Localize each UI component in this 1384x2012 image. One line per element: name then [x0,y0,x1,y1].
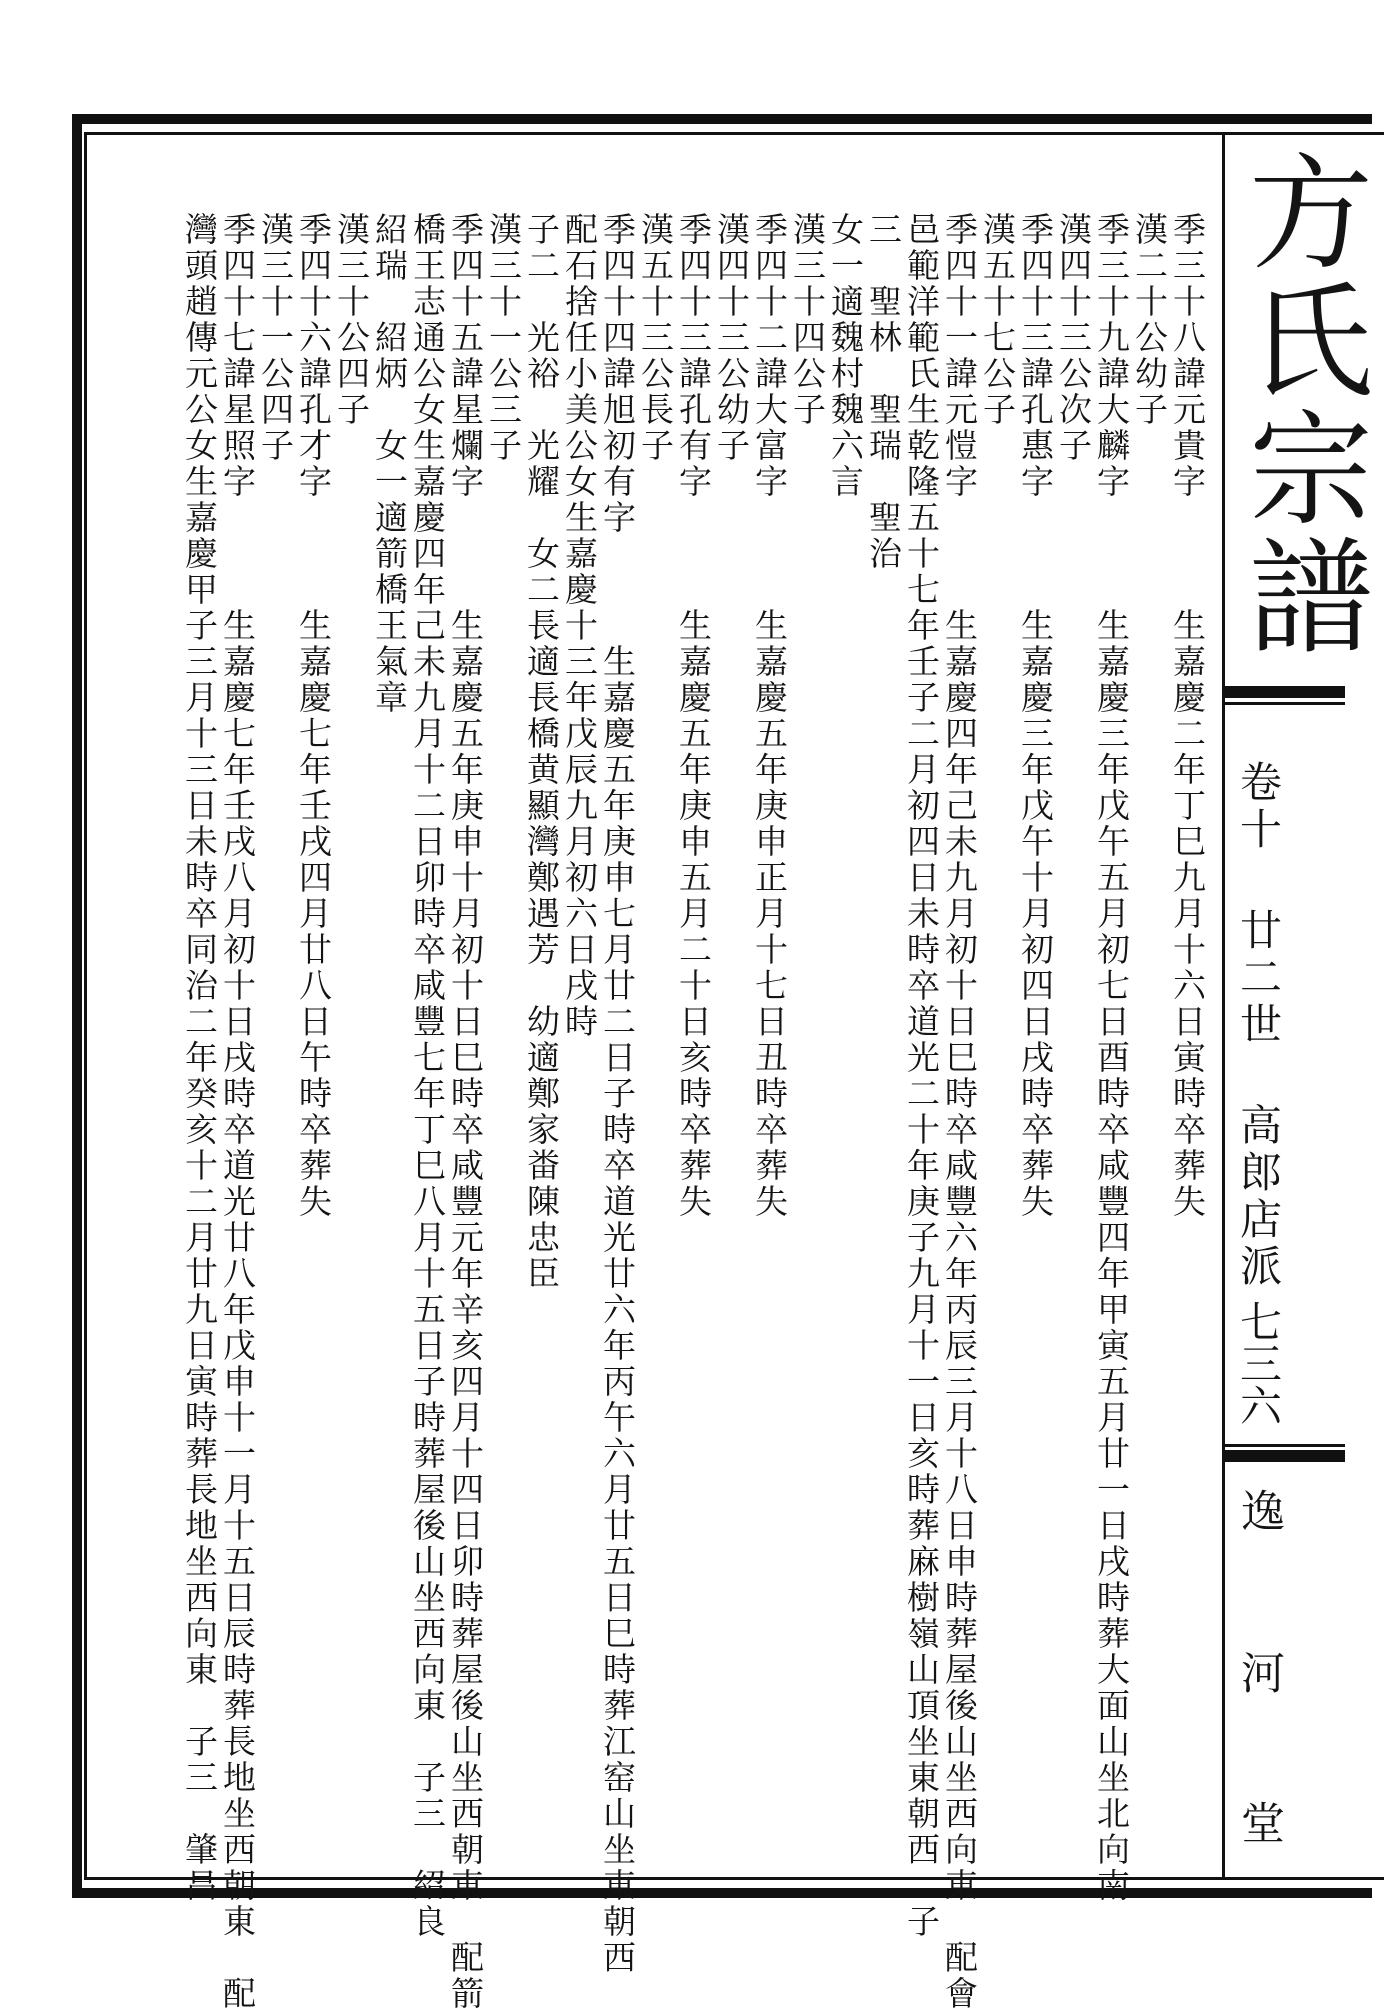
genealogy-column: 漢三十一公三子 [484,212,523,464]
genealogy-column: 季四十二諱大富字 生嘉慶五年庚申正月十七日丑時卒葬失 [750,212,789,1220]
genealogy-column: 女一適魏村魏六言 [826,212,865,500]
genealogy-column: 三 聖林 聖瑞 聖治 [864,212,903,572]
hall-char-3: 堂 [1233,1800,1284,1844]
genealogy-column: 季三十八諱元貴字 生嘉慶二年丁巳九月十六日寅時卒葬失 [1168,212,1207,1220]
spine-divider [1222,132,1225,1880]
genealogy-column: 季四十七諱星照字 生嘉慶七年壬戌八月初十日戌時卒道光廿八年戊申十一月十五日辰時葬長地坐西朝東 配 [218,212,257,2012]
genealogy-column: 配石捨任小美公女生嘉慶十三年戊辰九月初六日戌時 [560,212,599,1040]
genealogy-column: 季三十九諱大麟字 生嘉慶三年戊午五月初七日酉時卒咸豐四年甲寅五月廿一日戌時葬大面山坐北向南 [1092,212,1131,1904]
genealogy-column: 漢五十三公長子 [636,212,675,464]
genealogy-column: 季四十六諱孔才字 生嘉慶七年壬戌四月廿八日午時卒葬失 [294,212,333,1220]
genealogy-column: 漢五十七公子 [978,212,1017,428]
genealogy-column: 季四十三諱孔惠字 生嘉慶三年戊午十月初四日戌時卒葬失 [1016,212,1055,1220]
spine-band-top [1225,686,1345,698]
genealogy-column: 季四十四諱旭初有字 生嘉慶五年庚申七月廿二日子時卒道光廿六年丙午六月廿五日巳時葬江窑山坐東朝西 [598,212,637,1976]
genealogy-column: 邑範洋範氏生乾隆五十七年壬子二月初四日未時卒道光二十年庚子九月十一日亥時葬麻樹嶺山頂坐東朝西 子 [902,212,941,1940]
spine-band-bottom [1225,1450,1345,1462]
genealogy-column: 灣頭趙傳元公女生嘉慶甲子三月十三日未時卒同治二年癸亥十二月廿九日寅時葬長地坐西向東 子三 肇昌 [180,212,219,1904]
hall-char-2: 河 [1233,1650,1284,1694]
hall-char-1: 逸 [1233,1488,1284,1532]
genealogy-column: 季四十五諱星爛字 生嘉慶五年庚申十月初十日巳時卒咸豐元年辛亥四月十四日卯時葬屋後山坐西朝東 配箭 [446,212,485,2012]
genealogy-column: 漢三十一公四子 [256,212,295,464]
genealogy-column: 漢四十三公幼子 [712,212,751,464]
genealogy-column: 季四十三諱孔有字 生嘉慶五年庚申五月二十日亥時卒葬失 [674,212,713,1220]
page-number: 七三六 [1234,1300,1283,1426]
book-title: 方氏宗譜 [1228,148,1372,660]
genealogy-column: 橋王志通公女生嘉慶四年己未九月十二日卯時卒咸豐七年丁巳八月十五日子時葬屋後山坐西向東 子三 紹良 [408,212,447,1940]
spine-band-top-thin [1225,702,1345,705]
genealogy-column: 漢三十四公子 [788,212,827,428]
genealogy-column: 季四十一諱元愷字 生嘉慶四年己未九月初十日巳時卒咸豐六年丙辰三月十八日申時葬屋後山坐西向東 配會 [940,212,979,2012]
genealogy-column: 漢二十公幼子 [1130,212,1169,428]
genealogy-column: 子二 光裕 光耀 女二長適長橋黄顯灣鄭遇芳 幼適鄭家畨陳忠臣 [522,212,561,1292]
spine-band-bottom-thin [1225,1444,1345,1447]
genealogy-column: 漢四十三公次子 [1054,212,1093,464]
genealogy-column: 漢三十公四子 [332,212,371,428]
volume-generation-branch: 卷十 廿二世 高郎店派 [1234,760,1283,1291]
genealogy-column: 紹瑞 紹炳 女一適箭橋王氣章 [370,212,409,716]
